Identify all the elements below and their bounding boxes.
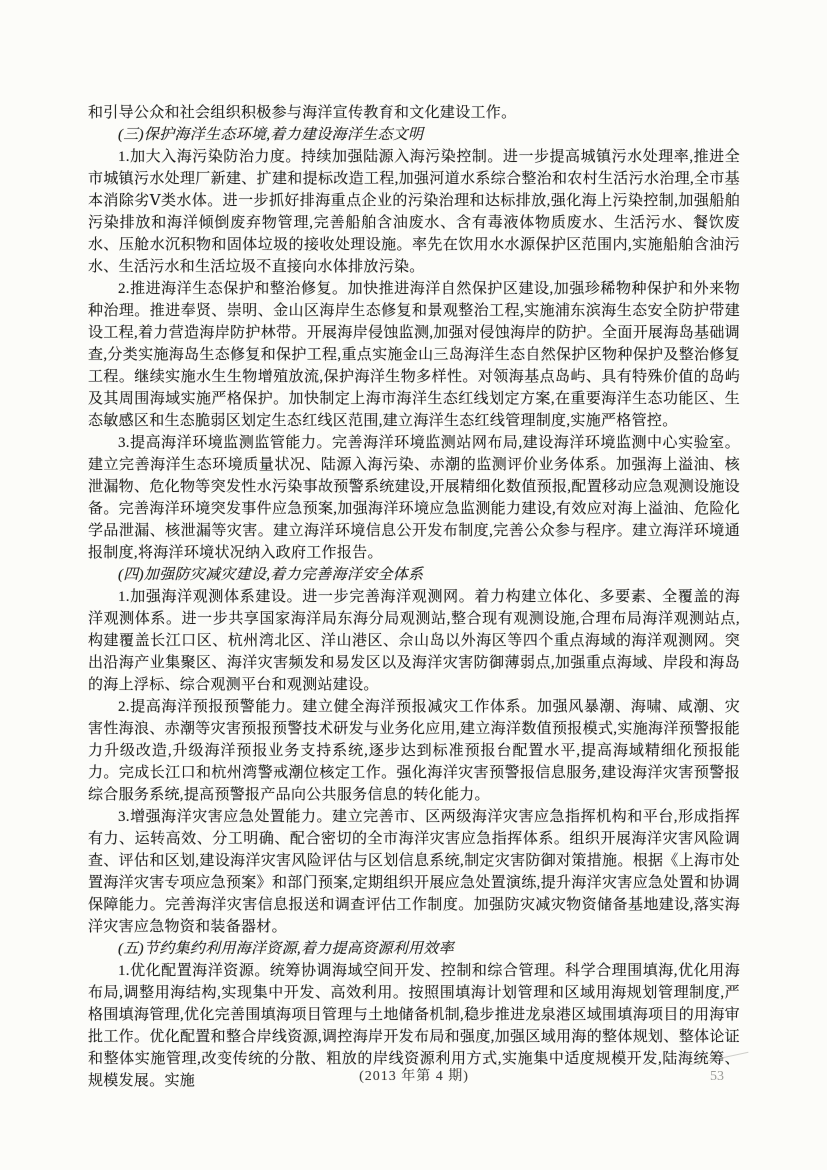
paragraph-emergency-response: 3.增强海洋灾害应急处置能力。建立完善市、区两级海洋灾害应急指挥机构和平台,形成指挥有力、运转高效、分工明确、配合密切的全市海洋灾害应急指挥体系。组织开展海洋灾害风险调查、评估和区划,建设海洋灾害风险评估与区划信息系统,制定灾害防御对策措施。根据《上海市处置海洋灾害专项应急预案》和部门预案,定期组织开展应急处置演练,提升海洋灾害应急处置和协调保障能力。完善海洋灾害信息报送和调查评估工作制度。加强防灾减灾物资储备基地建设,落实海洋灾害应急物资和装备器材。 — [88, 809, 740, 935]
section-heading-resource-utilization: (五)节约集约利用海洋资源,着力提高资源利用效率 — [118, 941, 454, 957]
paragraph-ecological-restoration: 2.推进海洋生态保护和整治修复。加快推进海洋自然保护区建设,加强珍稀物种保护和外来物种治理。推进奉贤、崇明、金山区海岸生态修复和景观整治工程,实施浦东滨海生态安全防护带建设工程,着力营造海岸防护林带。开展海岸侵蚀监测,加强对侵蚀海岸的防护。全面开展海岛基础调查,分类实施海岛生态修复和保护工程,重点实施金山三岛海洋生态自然保护区物种保护及整治修复工程。继续实施水生生物增殖放流,保护海洋生物多样性。对领海基点岛屿、具有特殊价值的岛屿及其周围海域实施严格保护。加快制定上海市海洋生态红线划定方案,在重要海洋生态功能区、生态敏感区和生态脆弱区划定生态红线区范围,建立海洋生态红线管理制度,实施严格管控。 — [88, 281, 740, 429]
page-footer — [88, 1066, 740, 1088]
paragraph-forecast-warning: 2.提高海洋预报预警能力。建立健全海洋预报减灾工作体系。加强风暴潮、海啸、咸潮、灾害性海浪、赤潮等灾害预报预警技术研发与业务化应用,建立海洋数值预报模式,实施海洋预警报能力升级改造,升级海洋预报业务支持系统,逐步达到标准预报台配置水平,提高海域精细化预报能力。完成长江口和杭州湾警戒潮位核定工作。强化海洋灾害预警报信息服务,建设海洋灾害预警报综合服务系统,提高预警报产品向公共服务信息的转化能力。 — [88, 699, 740, 803]
paragraph-pollution-prevention: 1.加大入海污染防治力度。持续加强陆源入海污染控制。进一步提高城镇污水处理率,推进全市城镇污水处理厂新建、扩建和提标改造工程,加强河道水系综合整治和农村生活污水治理,全市基本消除劣Ⅴ类水体。进一步抓好排海重点企业的污染治理和达标排放,强化海上污染控制,加强船舶污染排放和海洋倾倒废弃物管理,完善船舶含油废水、含有毒液体物质废水、生活污水、餐饮废水、压舱水沉积物和固体垃圾的接收处理设施。率先在饮用水水源保护区范围内,实施船舶含油污水、生活污水和生活垃圾不直接向水体排放污染。 — [88, 149, 740, 275]
document-body — [88, 102, 740, 1092]
page-number: 53 — [710, 1069, 724, 1084]
issue-label: (2013 年第 4 期) — [359, 1069, 469, 1084]
section-heading-protect-marine-ecology: (三)保护海洋生态环境,着力建设海洋生态文明 — [118, 127, 424, 143]
paragraph-continuation: 和引导公众和社会组织积极参与海洋宣传教育和文化建设工作。 — [88, 105, 517, 121]
paragraph-observation-system: 1.加强海洋观测体系建设。进一步完善海洋观测网。着力构建立体化、多要素、全覆盖的海洋观测体系。进一步共享国家海洋局东海分局观测站,整合现有观测设施,合理布局海洋观测站点,构建覆盖长江口区、杭州湾北区、洋山港区、佘山岛以外海区等四个重点海域的海洋观测网。突出沿海产业集聚区、海洋灾害频发和易发区以及海洋灾害防御薄弱点,加强重点海域、岸段和海岛的海上浮标、综合观测平台和观测站建设。 — [88, 589, 740, 693]
paragraph-environment-monitoring: 3.提高海洋环境监测监管能力。完善海洋环境监测站网布局,建设海洋环境监测中心实验室。建立完善海洋生态环境质量状况、陆源入海污染、赤潮的监测评价业务体系。加强海上溢油、核泄漏物、危化物等突发性水污染事故预警系统建设,开展精细化数值预报,配置移动应急观测设施设备。完善海洋环境突发事件应急预案,加强海洋环境应急监测能力建设,有效应对海上溢油、危险化学品泄漏、核泄漏等灾害。建立海洋环境信息公开发布制度,完善公众参与程序。建立海洋环境通报制度,将海洋环境状况纳入政府工作报告。 — [88, 435, 740, 561]
paragraph-resource-allocation: 1.优化配置海洋资源。统筹协调海域空间开发、控制和综合管理。科学合理围填海,优化用海布局,调整用海结构,实现集中开发、高效利用。按照围填海计划管理和区域用海规划管理制度,严格围填海管理,优化完善围填海项目管理与土地储备机制,稳步推进龙泉港区域围填海项目的用海审批工作。优化配置和整合岸线资源,调控海岸开发布局和强度,加强区域用海的整体规划、整体论证和整体实施管理,改变传统的分散、粗放的岸线资源利用方式,实施集中适度规模开发,陆海统筹、规模发展。实施 — [88, 963, 740, 1089]
section-heading-disaster-prevention: (四)加强防灾减灾建设,着力完善海洋安全体系 — [118, 567, 424, 583]
